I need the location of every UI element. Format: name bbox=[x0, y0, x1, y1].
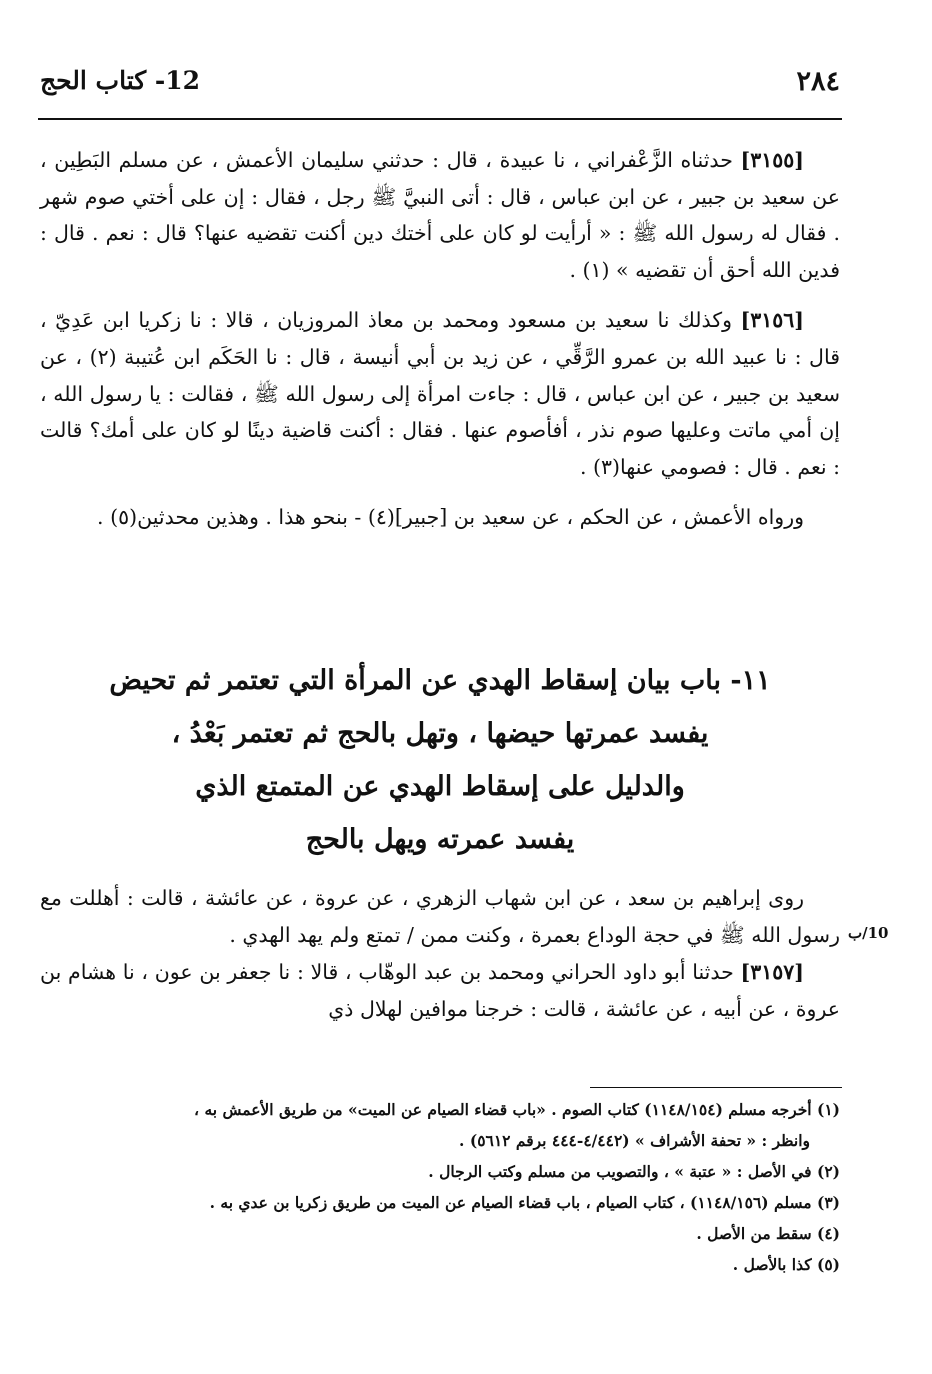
narration-ibrahim: روى إبراهيم بن سعد ، عن ابن شهاب الزهري ، عن عروة ، عن عائشة ، قالت : أهللت مع رسول الله ﷺ في حجة الوداع بعمرة ، وكنت ممن / تمتع ولم يهد الهدي . bbox=[40, 886, 840, 947]
hadith-number: [٣١٥٦] bbox=[740, 308, 804, 333]
heading-line-3: والدليل على إسقاط الهدي عن المتمتع الذي bbox=[195, 771, 685, 802]
heading-line-4: يفسد عمرته ويهل بالحج bbox=[305, 824, 575, 855]
hadith-text: حدثنا أبو داود الحراني ومحمد بن عبد الوهّاب ، قالا : نا جعفر بن عون ، نا هشام بن عروة ، عن أبيه ، عن عائشة ، قالت : خرجنا موافين لهلال ذي bbox=[40, 960, 840, 1021]
page-number: ٢٨٤ bbox=[796, 66, 840, 97]
chapter-heading bbox=[40, 654, 840, 866]
heading-line-1: ١١- باب بيان إسقاط الهدي عن المرأة التي تعتمر ثم تحيض bbox=[109, 665, 771, 696]
footnotes bbox=[40, 1094, 840, 1280]
hadith-text: حدثناه الزَّعْفراني ، نا عبيدة ، قال : حدثني سليمان الأعمش ، عن مسلم البَطِين ، عن سعيد بن جبير ، عن ابن عباس ، قال : أتى النبيَّ ﷺ رجل ، فقال : إن على أختي صوم شهر . فقال له رسول الله ﷺ : « أرأيت لو كان على أختك دين أكنت تقضيه عنها؟ قال : نعم . قال : فدين الله أحق أن تقضيه » (١) . bbox=[40, 148, 840, 282]
hadith-3157 bbox=[40, 954, 840, 1028]
hadith-3156 bbox=[40, 302, 840, 485]
manuscript-folio-marker: 10/ب bbox=[848, 924, 889, 942]
main-text-top bbox=[40, 142, 840, 536]
main-text-bottom bbox=[40, 880, 840, 1028]
hadith-number: [٣١٥٧] bbox=[740, 960, 804, 984]
footnote-2: (٢) في الأصل : « عتبة » ، والتصويب من مسلم وكتب الرجال . bbox=[428, 1162, 840, 1181]
footnote-4: (٤) سقط من الأصل . bbox=[696, 1224, 840, 1243]
chapter-title: 12- كتاب الحج bbox=[40, 66, 201, 95]
hadith-text: وكذلك نا سعيد بن مسعود ومحمد بن معاذ المروزيان ، قالا : نا زكريا ابن عَدِيّ ، قال : نا عبيد الله بن عمرو الرَّقِّي ، عن زيد بن أبي أنيسة ، قال : نا الحَكَم ابن عُتيبة (٢) ، عن سعيد بن جبير ، عن ابن عباس ، قال : جاءت امرأة إلى رسول الله ﷺ ، فقالت : يا رسول الله ، إن أمي ماتت وعليها صوم نذر ، أفأصوم عنها . فقال : أكنت قاضية دينًا لو كان على أمك؟ قالت : نعم . قال : فصومي عنها(٣) . bbox=[40, 308, 840, 479]
footnote-rule bbox=[590, 1087, 842, 1088]
footnote-3: (٣) مسلم (١١٤٨/١٥٦) ، كتاب الصيام ، باب قضاء الصيام عن الميت من طريق زكريا بن عدي به . bbox=[209, 1193, 840, 1212]
narration-note: ورواه الأعمش ، عن الحكم ، عن سعيد بن [جبير](٤) - بنحو هذا . وهذين محدثين(٥) . bbox=[97, 505, 804, 530]
header-rule bbox=[38, 118, 842, 120]
footnote-1: (١) أخرجه مسلم (١١٤٨/١٥٤) كتاب الصوم . «باب قضاء الصيام عن الميت» من طريق الأعمش به ، bbox=[194, 1100, 840, 1119]
hadith-3155 bbox=[40, 142, 840, 288]
page-header bbox=[40, 66, 840, 106]
heading-line-2: يفسد عمرتها حيضها ، وتهل بالحج ثم تعتمر بَعْدُ ، bbox=[171, 718, 709, 749]
footnote-5: (٥) كذا بالأصل . bbox=[732, 1255, 840, 1274]
hadith-number: [٣١٥٥] bbox=[740, 148, 804, 172]
footnote-1-continued: وانظر : « تحفة الأشراف » (٤/٤٤٢-٤٤٤ برقم ٥٦١٢) . bbox=[459, 1131, 810, 1150]
